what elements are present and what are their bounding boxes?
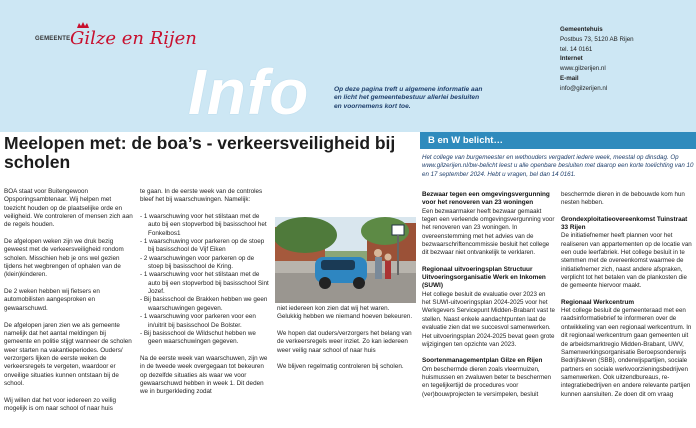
contact-email[interactable]: info@gilzerijen.nl	[560, 84, 608, 92]
logo-prefix: GEMEENTE	[35, 36, 71, 42]
paragraph: niet iedereen kon zien dat wij het waren. Gelukkig hebben we niemand hoeven bekeuren.	[277, 305, 413, 321]
header-banner	[0, 0, 696, 132]
contact-phone: tel. 14 0161	[560, 45, 593, 53]
bw-item-text: De initiatiefnemer heeft plannen voor het realiseren van appartementen op de locatie van een oude leerfabriek. Het college besluit in te stemmen met de overeenkomst waarmee de initiatiefnemer zich, naast andere afspraken, verplicht tot het betalen van de plankosten die de gemeente hiervoor maakt.	[561, 232, 692, 290]
bw-item-text: Het college besluit de evaluatie over 2023 en het SUWI-uitvoeringsplan 2024-2025 voor het Werkgevers Servicepunt Midden-Brabant vast te stellen. Naast enkele aandachtpunten laat de evaluatie zien dat we succesvol samenwerken. Het uitvoeringsplan 2024-2025 bevat geen grote wijzigingen ten opzichte van 2023.	[422, 290, 555, 348]
bw-item-text: Een bezwaarmaker heeft bezwaar gemaakt tegen een verleende omgevingsvergunning voor het renoveren van 23 woningen. In overeenstemming met het advies van de bezwaarschriftencommissie besluit het college dit bezwaar niet ontvankelijk te verklaren.	[422, 207, 555, 257]
paragraph: BOA staat voor Buitengewoon Opsporingsambtenaar. Wij helpen met toezicht houden op de plaatselijke orde en veiligheid. We controleren of mensen zich aan de regels houden.	[4, 188, 133, 229]
article-column-2	[140, 188, 270, 405]
info-heading: Info	[188, 56, 310, 128]
paragraph: te gaan. In de eerste week van de controles bleef het bij waarschuwingen. Namelijk:	[140, 188, 263, 204]
bw-item-text: beschermde dieren in de bebouwde kom hun nesten hebben.	[561, 191, 685, 207]
logo-name: Gilze en Rijen	[70, 28, 197, 49]
paragraph: Wij willen dat het voor iedereen zo veilig mogelijk is om naar school of naar huis	[4, 396, 117, 412]
warning-list	[140, 213, 270, 347]
list-item: - 1 waarschuwing voor het stilstaan met de auto bij een stopverbod bij basisschool Sint Jozef.	[140, 271, 269, 296]
bw-section-bar	[420, 132, 696, 149]
header-intro: Op deze pagina treft u algemene informatie aan en licht het gemeentebestuur allerlei besluiten en voornemens kort toe.	[334, 86, 483, 110]
bw-item-text: Het college besluit de gemeenteraad met een raadsinformatiebrief te informeren over de ontwikkeling van een regionaal werkcentrum. In dit regionaal werkcentrum gaan gemeenten uit de arbeidsmarktregio Midden-Brabant, UWV, Samenwerkingsorganisatie Beroepsonderwijs Bedrijfsleven (SBB), onderwijspartijen, sociale partners en sociale werkvoorzieningsbedrijven samenwerken. Ook uitzendbureaus, re-integratiebedrijven en andere relevante partijen kunnen aansluiten. Ze doen dit om vraag	[561, 307, 692, 398]
bw-item-heading: Bezwaar tegen een omgevingsvergunning voor het renoveren van 23 woningen	[422, 191, 550, 207]
article-column-3	[277, 305, 415, 380]
bw-item-heading: Regionaal uitvoeringsplan Structuur Uitvoeringsorganisatie Werk en Inkomen (SUWI)	[422, 265, 546, 290]
list-item: - 2 waarschuwingen voor parkeren op de stoep bij basisschool de Kring.	[140, 254, 255, 271]
paragraph: De 2 weken hebben wij fietsers en automobilisten aangesproken en gewaarschuwd.	[4, 288, 100, 312]
bw-column-2	[561, 191, 694, 407]
bw-item-heading: Grondexploitatieovereenkomst Tuinstraat 33 Rijen	[561, 215, 688, 232]
contact-heading: Gemeentehuis	[560, 26, 603, 33]
contact-block	[560, 25, 695, 94]
list-item: - 1 waarschuwing voor parkeren op de stoep bij basisschool de Vijf Eiken	[140, 238, 265, 254]
paragraph: De afgelopen jaren zien we als gemeente namelijk dat het aantal meldingen bij gemeente en politie stijgt wanneer de scholen weer starten na vakantieperiodes. Ouders/ verzorgers lijken de eerste weken de verkeersregels te vergeten, waardoor er onveilige situaties kunnen ontstaan bij de school.	[4, 321, 132, 387]
street-photo	[275, 217, 416, 303]
paragraph: We blijven regelmatig controleren bij scholen.	[277, 363, 404, 371]
article-column-1	[4, 188, 134, 422]
paragraph: De afgelopen weken zijn we druk bezig geweest met de verkeersveiligheid rondom scholen. Misschien heb je ons wel gezien tijdens het wegbrengen of ophalen van de (klein)kinderen.	[4, 238, 124, 279]
contact-email-label: E-mail	[560, 74, 579, 82]
contact-address: Postbus 73, 5120 AB Rijen	[560, 35, 634, 43]
list-item: - Bij basisschool de Brakken hebben we geen waarschuwingen gegeven.	[140, 296, 268, 312]
contact-website[interactable]: www.gilzerijen.nl	[560, 65, 606, 73]
bw-column-1	[422, 191, 555, 407]
bw-intro: Het college van burgemeester en wethouders vergadert iedere week, meestal op dinsdag. Op www.gilzerijen.nl/bw-belicht leest u alle openbare besluiten met daarop een korte toelichting van 10 en 17 september 2024. Hebt u vragen, bel dan 14 0161.	[422, 154, 694, 178]
contact-internet-label: Internet	[560, 55, 583, 63]
paragraph: We hopen dat ouders/verzorgers het belang van de verkeersregels weer inziet. Zo kan iedereen weer veilig naar school of naar huis	[277, 330, 412, 354]
article-title: Meelopen met: de boa’s - verkeersveiligheid bij scholen	[4, 133, 396, 172]
bw-item-heading: Regionaal Werkcentrum	[561, 298, 635, 306]
bw-section-title: B en W belicht…	[428, 135, 503, 146]
bw-item-text: Om beschermde dieren zoals vleermuizen, huismussen en zwaluwen beter te beschermen en tegelijkertijd de procedures voor (ver)bouwprojecten te versimpelen, besluit	[422, 365, 551, 398]
paragraph: Na de eerste week van waarschuwen, zijn we in de tweede week overgegaan tot bekeuren op dezelfde situaties als waar we voor gewaarschuwd hebben in week 1. Dit deden we in burgerkleding zodat	[140, 354, 268, 396]
list-item: - Bij basisschool de Wildschut hebben we geen waarschuwingen gegeven.	[140, 329, 256, 346]
bw-item-heading: Soortenmanagementplan Gilze en Rijen	[422, 357, 543, 365]
list-item: - 1 waarschuwing voor parkeren voor een in/uitrit bij basisschool De Bolster.	[140, 313, 256, 329]
list-item: - 1 waarschuwing voor het stilstaan met de auto bij een stopverbod bij basisschool het Fonkelbos1	[140, 213, 267, 237]
